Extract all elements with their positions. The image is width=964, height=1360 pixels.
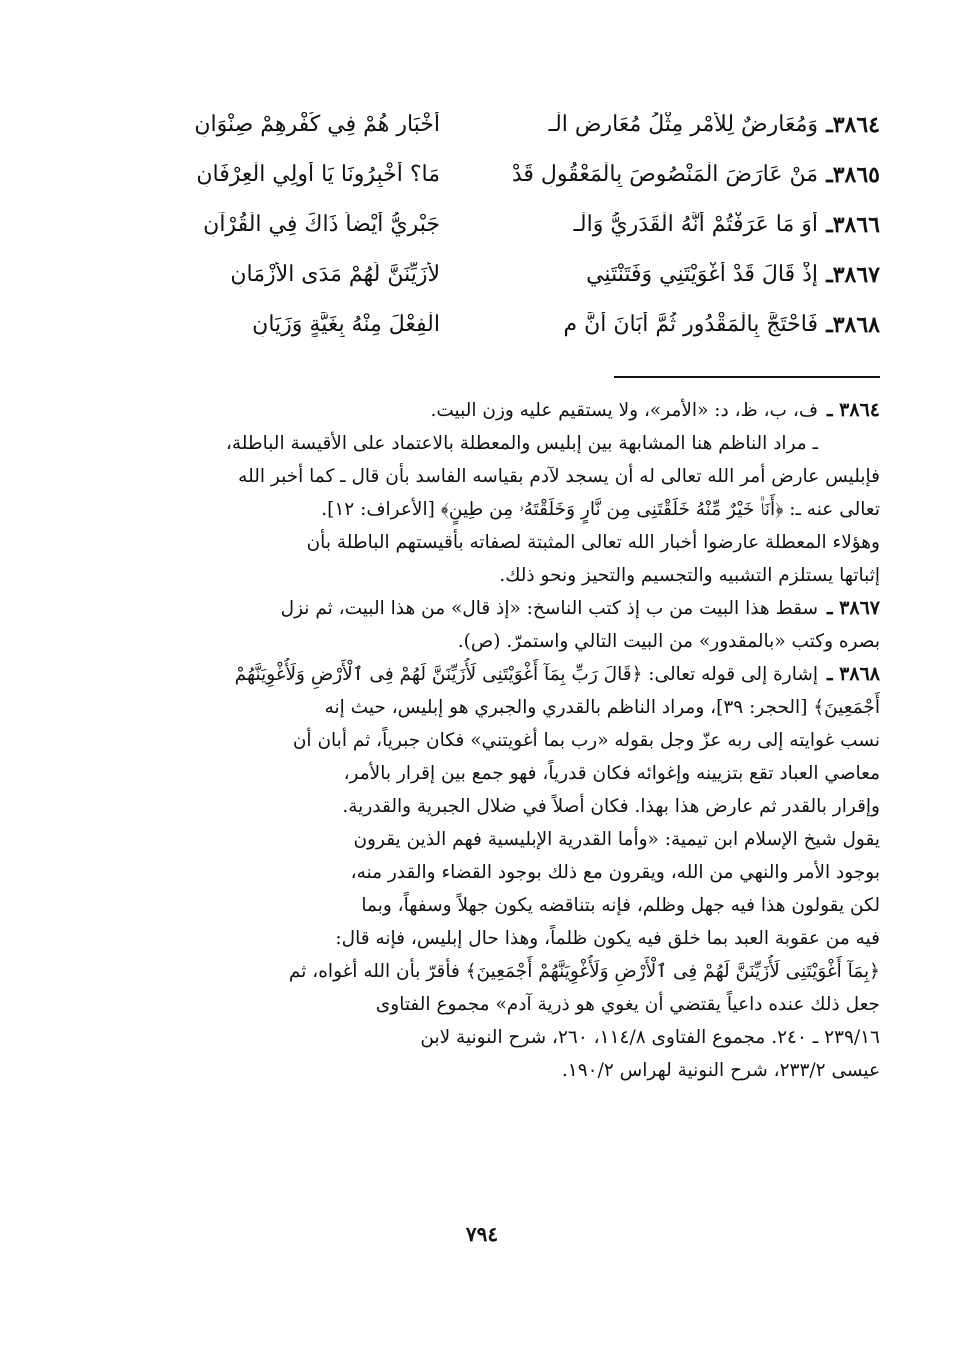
verse-second-hemistich: الْفِعْلَ مِنْهُ بِغَيَّةٍ وَزَيَانِ (252, 312, 440, 337)
verse-3867 (80, 254, 880, 304)
verse-number: ٣٨٦٧ـ (826, 262, 880, 288)
footnotes (82, 394, 880, 1087)
footnote-separator (614, 376, 880, 378)
footnote-line: ف، ب، ظ، د: «الأمر»، ولا يستقيم عليه وزن البيت. (430, 400, 818, 421)
verse-3868 (80, 304, 880, 354)
footnote-line: فإبليس عارض أمر الله تعالى له أن يسجد لآدم بقياسه الفاسد بأن قال ـ كما أخبر الله (238, 466, 880, 487)
footnote-3867 (82, 592, 880, 658)
footnote-line: تعالى عنه ـ: ﴿أَنَا۠ خَيْرٌ مِّنْهُ خَلَقْتَنِى مِن نَّارٍ وَخَلَقْتَهُۥ مِن طِينٍ﴾ [الأعراف: ١٢]. (321, 499, 880, 520)
verse-number: ٣٨٦٨ـ (826, 312, 880, 338)
footnote-line: ﴿بِمَآ أَغْوَيْتَنِى لَأُزَيِّنَنَّ لَهُمْ فِى ٱلْأَرْضِ وَلَأُغْوِيَنَّهُمْ أَجْمَعِينَ﴾ فأقرّ بأن الله أغواه، ثم (288, 961, 880, 982)
footnote-line: وإقرار بالقدر ثم عارض هذا بهذا. فكان أصلاً في ضلال الجبرية والقدرية. (342, 796, 880, 817)
footnote-line: فيه من عقوبة العبد بما خلق فيه يكون ظلماً، وهذا حال إبليس، فإنه قال: (335, 928, 880, 949)
verse-first-hemistich: فَاحْتَجَّ بِالْمَقْدُورِ ثُمَّ أَبَانَ أَنَّ م (563, 312, 818, 337)
page-number: ٧٩٤ (465, 1222, 499, 1246)
footnote-line: سقط هذا البيت من ب إذ كتب الناسخ: «إذ قال» من هذا البيت، ثم نزل (280, 598, 818, 619)
verse-first-hemistich: أَوَ مَا عَرَفْتُمْ أَنَّهُ الْقَدَرِيُّ وَالْـ (573, 212, 818, 237)
footnote-line: ٢٣٩/١٦ ـ ٢٤٠. مجموع الفتاوى ١١٤/٨، ٢٦٠، شرح النونية لابن (420, 1027, 880, 1048)
footnote-line: إشارة إلى قوله تعالى: ﴿قَالَ رَبِّ بِمَآ أَغْوَيْتَنِى لَأُزَيِّنَنَّ لَهُمْ فِى ٱلْأَرْضِ وَلَأُغْوِيَنَّهُمْ (234, 664, 818, 685)
footnote-number: ٣٨٦٤ ـ (826, 399, 880, 421)
poem-verses (80, 104, 880, 354)
footnote-line: وهؤلاء المعطلة عارضوا أخبار الله تعالى المثبتة لصفاته بأقيستهم الباطلة بأن (306, 532, 880, 553)
verse-second-hemistich: مَا؟ أَخْبِرُونَا يَا أُولِي الْعِرْفَانِ (196, 162, 440, 187)
footnote-line: يقول شيخ الإسلام ابن تيمية: «وأما القدرية الإبليسية فهم الذين يقرون (353, 829, 880, 850)
verse-second-hemistich: لأُزَيِّنَنَّ لَهُمْ مَدَى الأَزْمَانِ (230, 262, 440, 287)
footnote-line: جعل ذلك عنده داعياً يقتضي أن يغوي هو ذرية آدم» مجموع الفتاوى (375, 994, 880, 1015)
verse-3864 (80, 104, 880, 154)
verse-first-hemistich: إِذْ قَالَ قَدْ أَغْوَيْتَنِي وَفَتَنْتَنِي (586, 262, 818, 287)
verse-first-hemistich: وَمُعَارِضٌ لِلأَمْرِ مِثْلُ مُعَارِضِ الْـ (548, 112, 818, 137)
verse-number: ٣٨٦٤ـ (826, 112, 880, 138)
footnote-number: ٣٨٦٨ ـ (826, 663, 880, 685)
verse-second-hemistich: أَخْبَارِ هُمْ فِي كُفْرِهِمْ صِنْوَانِ (194, 112, 440, 137)
footnote-line: إثباتها يستلزم التشبيه والتجسيم والتحيز ونحو ذلك. (499, 565, 880, 586)
footnote-line: ـ مراد الناظم هنا المشابهة بين إبليس والمعطلة بالاعتماد على الأقيسة الباطلة، (225, 433, 818, 454)
verse-3866 (80, 204, 880, 254)
verse-3865 (80, 154, 880, 204)
footnote-line: أَجْمَعِينَ﴾ [الحجر: ٣٩]، ومراد الناظم بالقدري والجبري هو إبليس، حيث إنه (324, 697, 880, 718)
footnote-line: بوجود الأمر والنهي من الله، ويقرون مع ذلك بوجود القضاء والقدر منه، (350, 862, 880, 883)
footnote-line: نسب غوايته إلى ربه عزّ وجل بقوله «رب بما أغويتني» فكان جبرياً، ثم أبان أن (292, 730, 880, 751)
footnote-number: ٣٨٦٧ ـ (826, 597, 880, 619)
verse-first-hemistich: مَنْ عَارَضَ الْمَنْصُوصَ بِالْمَعْقُولِ قَدْ (511, 162, 818, 187)
verse-second-hemistich: جَبْرِيُّ أَيْضاً ذَاكَ فِي الْقُرْآنِ (203, 212, 440, 237)
footnote-line: عيسى ٢٣٣/٢، شرح النونية لهراس ١٩٠/٢. (561, 1060, 880, 1081)
footnote-3864 (82, 394, 880, 592)
footnote-line: معاصي العباد تقع بتزيينه وإغوائه فكان قدرياً، فهو جمع بين إقرار بالأمر، (343, 763, 880, 784)
footnote-line: بصره وكتب «بالمقدور» من البيت التالي واستمرّ. (ص). (457, 631, 880, 652)
footnote-3868 (82, 658, 880, 1087)
footnote-line: لكن يقولون هذا فيه جهل وظلم، فإنه بتناقضه يكون جهلاً وسفهاً، وبما (361, 895, 880, 916)
verse-number: ٣٨٦٦ـ (826, 212, 880, 238)
verse-number: ٣٨٦٥ـ (826, 162, 880, 188)
